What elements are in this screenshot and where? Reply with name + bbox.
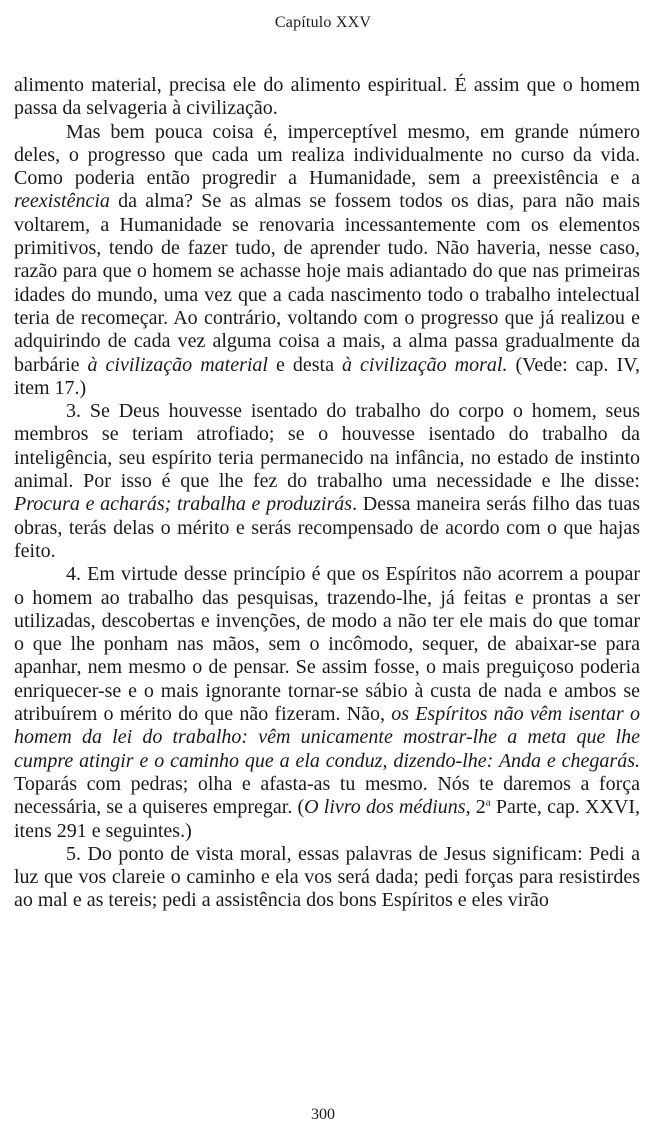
text-run: 5. Do ponto de vista moral, essas palavras de Jesus significam: Pedi a luz que vos clareie o caminho e ela vos será dada; pedi forças para resistirdes ao mal e as tereis; pedi a assistência dos bons Espíritos e eles virão [14, 842, 640, 912]
body-text [14, 74, 640, 913]
italic-run: Procura e acharás; trabalha e produzirás [14, 493, 353, 516]
text-run: da alma? Se as almas se fossem todos os dias, para não mais voltarem, a Humanidade se renovaria incessantemente com os elementos primitivos, tendo de fazer tudo, de aprender tudo. Não haveria, nesse caso, razão para que o homem se achasse hoje mais adiantado do que nas primeiras idades do mundo, uma vez que a cada nascimento todo o trabalho intelectual teria de recomeçar. Ao contrário, voltando com o progresso que já realizou e adquirindo de cada vez alguma coisa a mais, a alma passa gradualmente da barbárie [14, 190, 640, 376]
paragraph-5 [14, 843, 640, 913]
italic-run: à civilização moral. [342, 353, 508, 376]
text-run: Toparás com pedras; olha e afasta-as tu mesmo. Nós te daremos a força necessária, se a quiseres empregar. ( [14, 772, 640, 819]
page-number: 300 [311, 1106, 335, 1123]
italic-run: os Espíritos não vêm isentar o homem da lei do trabalho: vêm unicamente mostrar-lhe a meta que lhe cumpre atingir e o caminho que a ela conduz, dizendo-lhe: Anda e chegarás. [14, 703, 640, 772]
paragraph-2 [14, 121, 640, 401]
paragraph-1 [14, 74, 640, 121]
superscript-run: a [485, 796, 491, 809]
text-run: (Vede: cap. IV, item 17.) [14, 353, 640, 399]
text-run: Parte, cap. XXVI, itens 291 e seguintes.) [14, 796, 641, 842]
paragraph-3 [14, 400, 640, 563]
italic-run: à civilização material [87, 353, 268, 376]
text-run: 4. Em virtude desse princípio é que os Espíritos não acorrem a poupar o homem ao trabalho das pesquisas, trazendo-lhe, já feitas e prontas a ser utilizadas, descobertas e invenções, de modo a não ter ele mais do que tomar o que lhe ponham nas mãos, sem o incômodo, sequer, de abaixar-se para apanhar, nem mesmo o de pensar. Se assim fosse, o mais preguiçoso poderia enriquecer-se e o mais ignorante tornar-se sábio à custa de nada e ambos se atribuírem o mérito do que não fizeram. Não, [14, 563, 640, 726]
italic-run: reexistência [14, 190, 110, 213]
text-run: e desta [267, 353, 342, 376]
text-run: Mas bem pouca coisa é, imperceptível mesmo, em grande número deles, o progresso que cada um realiza individualmente no curso da vida. Como poderia então progredir a Humanidade, sem a preexistência e a [14, 120, 640, 190]
paragraph-4 [14, 563, 640, 843]
italic-run: O livro dos médiuns [304, 796, 466, 819]
text-run: alimento material, precisa ele do alimento espiritual. É assim que o homem passa da selvageria à civilização. [14, 74, 640, 120]
running-head: Capítulo XXV [274, 14, 372, 31]
text-run: 3. Se Deus houvesse isentado do trabalho do corpo o homem, seus membros se teriam atrofiado; se o houvesse isentado do trabalho da inteligência, seu espírito teria permanecido na infância, no estado de instinto animal. Por isso é que lhe fez do trabalho uma necessidade e lhe disse: [14, 400, 640, 493]
text-run: , 2 [465, 796, 486, 819]
text-run: . Dessa maneira serás filho das tuas obras, terás delas o mérito e serás recompensado de acordo com o que hajas feito. [14, 493, 640, 562]
